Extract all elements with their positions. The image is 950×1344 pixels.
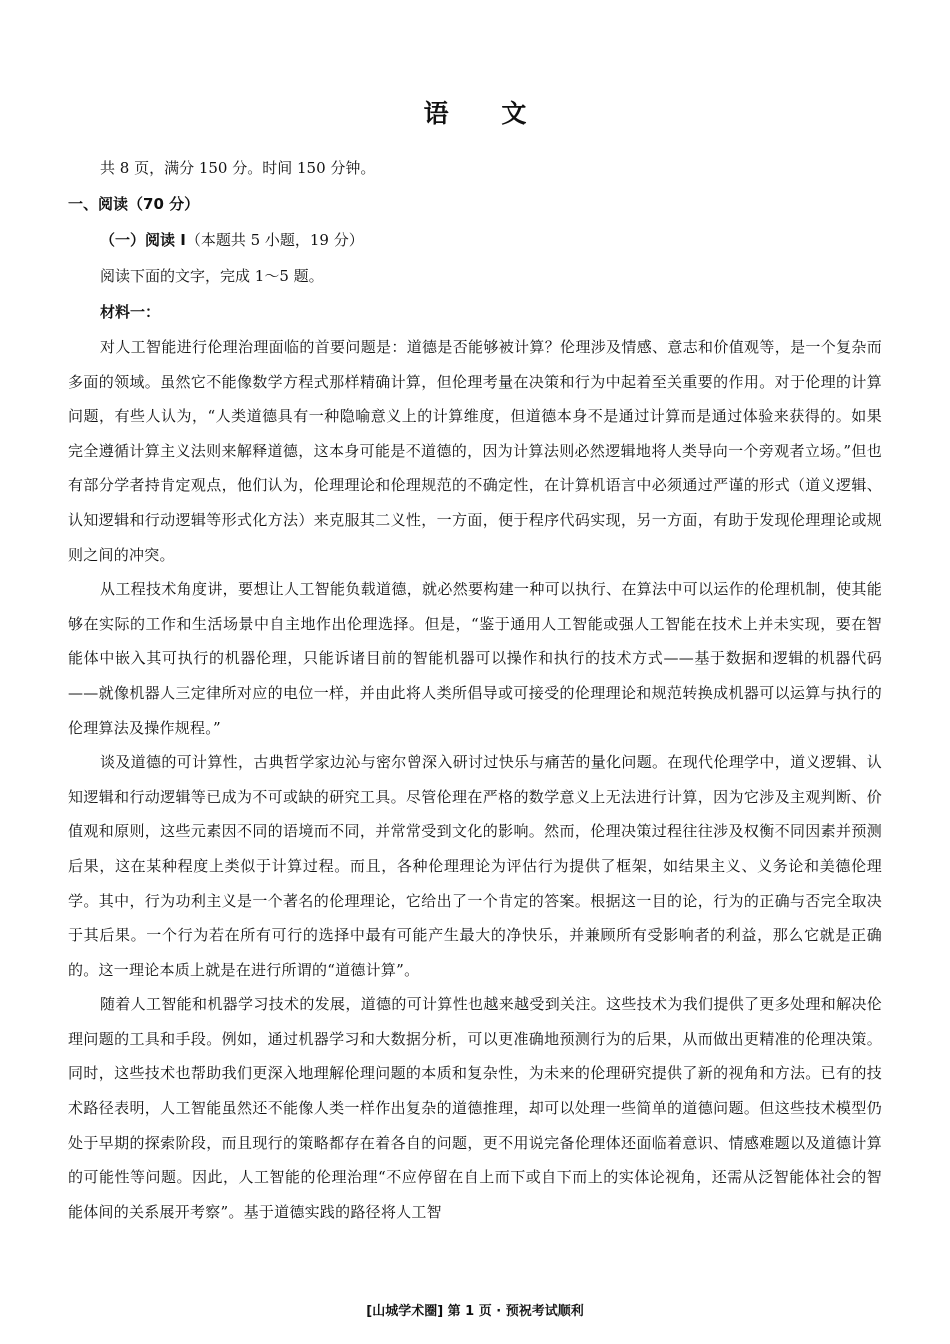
- page-title: 语 文: [423, 99, 549, 128]
- paragraph-2: 从工程技术角度讲，要想让人工智能负载道德，就必然要构建一种可以执行、在算法中可以运作的伦理机制，使其能够在实际的工作和生活场景中自主地作出伦理选择。但是，“鉴于通用人工智能或强人工智能在技术上并未实现，要在智能体中嵌入其可执行的机器伦理，只能诉诸目前的智能机器可以操作和执行的技术方式——基于数据和逻辑的机器代码——就像机器人三定律所对应的电位一样，并由此将人类所倡导或可接受的伦理理论和规范转换成机器可以运算与执行的伦理算法及操作规程。”: [68, 580, 882, 737]
- paragraph-4: 随着人工智能和机器学习技术的发展，道德的可计算性也越来越受到关注。这些技术为我们提供了更多处理和解决伦理问题的工具和手段。例如，通过机器学习和大数据分析，可以更准确地预测行为的后果，从而做出更精准的伦理决策。同时，这些技术也帮助我们更深入地理解伦理问题的本质和复杂性，为未来的伦理研究提供了新的视角和方法。已有的技术路径表明，人工智能虽然还不能像人类一样作出复杂的道德推理，却可以处理一些简单的道德问题。但这些技术模型仍处于早期的探索阶段，而且现行的策略都存在着各自的问题，更不用说完备伦理体还面临着意识、情感难题以及道德计算的可能性等问题。因此，人工智能的伦理治理“不应停留在自上而下或自下而上的实体论视角，还需从泛智能体社会的智能体间的关系展开考察”。基于道德实践的路径将人工智: [68, 995, 882, 1221]
- subsection-detail: （本题共 5 小题，19 分）: [185, 231, 364, 249]
- subsection-heading: [68, 222, 882, 258]
- material-label: 材料一：: [100, 303, 161, 321]
- exam-info: 共 8 页，满分 150 分。时间 150 分钟。: [100, 159, 376, 177]
- exam-page: [68, 96, 882, 1229]
- reading-instruction: 阅读下面的文字，完成 1～5 题。: [100, 267, 324, 285]
- paragraph-3: 谈及道德的可计算性，古典哲学家边沁与密尔曾深入研讨过快乐与痛苦的量化问题。在现代伦理学中，道义逻辑、认知逻辑和行动逻辑等已成为不可或缺的研究工具。尽管伦理在严格的数学意义上无法进行计算，因为它涉及主观判断、价值观和原则，这些元素因不同的语境而不同，并常常受到文化的影响。然而，伦理决策过程往往涉及权衡不同因素并预测后果，这在某种程度上类似于计算过程。而且，各种伦理理论为评估行为提供了框架，如结果主义、义务论和美德伦理学。其中，行为功利主义是一个著名的伦理理论，它给出了一个肯定的答案。根据这一目的论，行为的正确与否完全取决于其后果。一个行为若在所有可行的选择中最有可能产生最大的净快乐，并兼顾所有受影响者的利益，那么它就是正确的。这一理论本质上就是在进行所谓的“道德计算”。: [68, 753, 882, 979]
- section-heading-reading: 一、阅读（70 分）: [68, 195, 200, 213]
- subsection-label: （一）阅读 I: [100, 231, 186, 249]
- page-footer: [山城学术圈] 第 1 页 · 预祝考试顺利: [366, 1304, 584, 1319]
- paragraph-1: 对人工智能进行伦理治理面临的首要问题是：道德是否能够被计算？伦理涉及情感、意志和价值观等，是一个复杂而多面的领域。虽然它不能像数学方程式那样精确计算，但伦理考量在决策和行为中起着至关重要的作用。对于伦理的计算问题，有些人认为，“人类道德具有一种隐喻意义上的计算维度，但道德本身不是通过计算而是通过体验来获得的。如果完全遵循计算主义法则来解释道德，这本身可能是不道德的，因为计算法则必然逻辑地将人类导向一个旁观者立场。”但也有部分学者持肯定观点，他们认为，伦理理论和伦理规范的不确定性，在计算机语言中必须通过严谨的形式（道义逻辑、认知逻辑和行动逻辑等形式化方法）来克服其二义性，一方面，便于程序代码实现，另一方面，有助于发现伦理理论或规则之间的冲突。: [68, 338, 882, 564]
